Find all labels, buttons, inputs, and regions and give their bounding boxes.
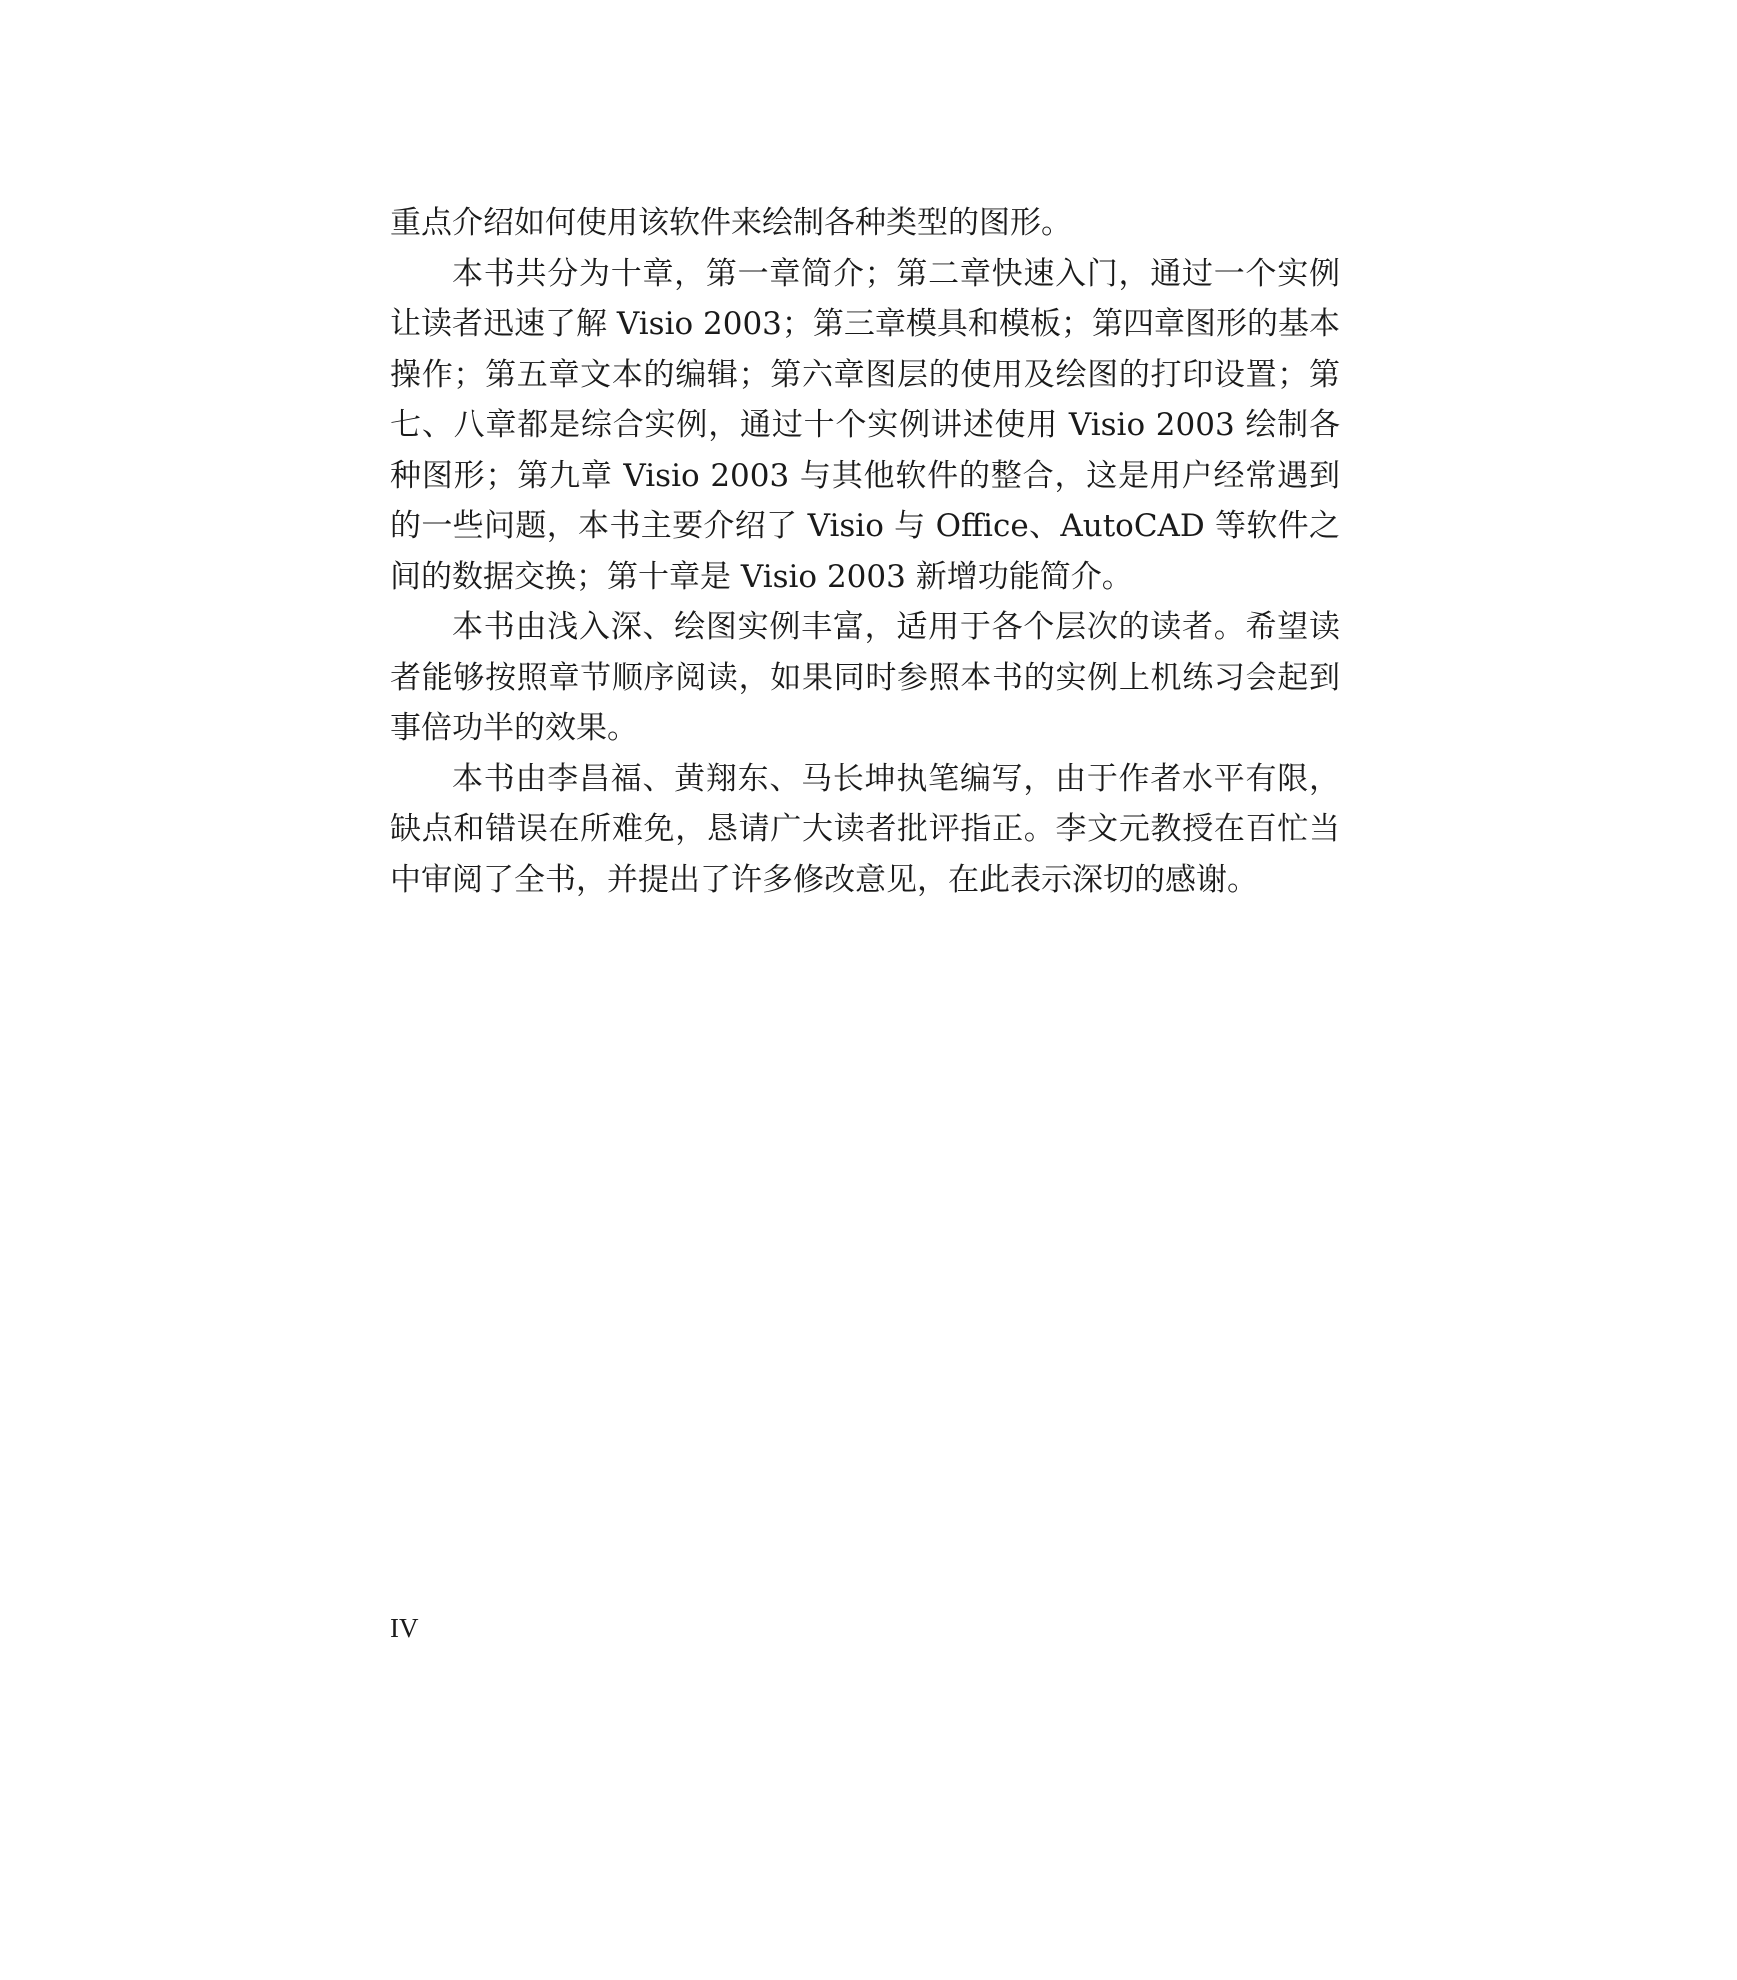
page-number: IV: [390, 1613, 419, 1643]
paragraph-chapters-overview: 本书共分为十章，第一章简介；第二章快速入门，通过一个实例让读者迅速了解 Visio 2003；第三章模具和模板；第四章图形的基本操作；第五章文本的编辑；第六章图层的使用及绘图的打印设置；第七、八章都是综合实例，通过十个实例讲述使用 Visio 2003 绘制各种图形；第九章 Visio 2003 与其他软件的整合，这是用户经常遇到的一些问题，本书主要介绍了 Visio 与 Office、AutoCAD 等软件之间的数据交换；第十章是 Visio 2003 新增功能简介。: [390, 255, 1340, 595]
paragraph-acknowledgements: 本书由李昌福、黄翔东、马长坤执笔编写，由于作者水平有限，缺点和错误在所难免，恳请广大读者批评指正。李文元教授在百忙当中审阅了全书，并提出了许多修改意见，在此表示深切的感谢。: [390, 760, 1340, 898]
body-text: [390, 198, 1340, 905]
paragraph-audience: 本书由浅入深、绘图实例丰富，适用于各个层次的读者。希望读者能够按照章节顺序阅读，如果同时参照本书的实例上机练习会起到事倍功半的效果。: [390, 609, 1340, 746]
paragraph-continuation: 重点介绍如何使用该软件来绘制各种类型的图形。: [390, 205, 1072, 241]
